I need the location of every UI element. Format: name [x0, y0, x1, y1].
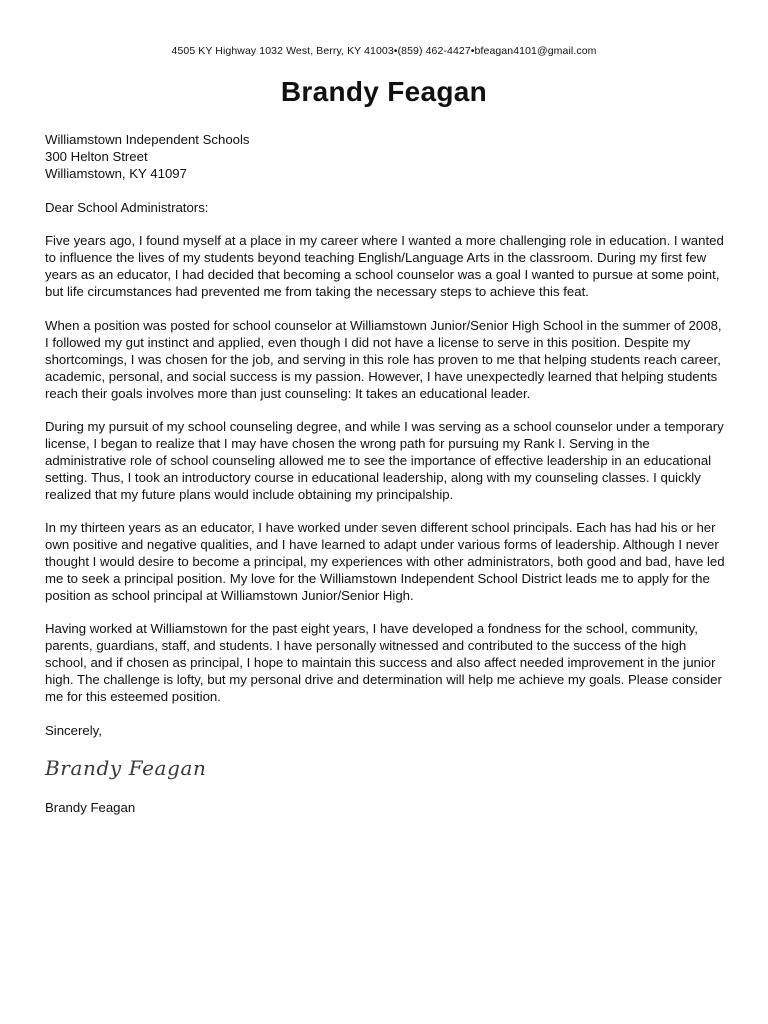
paragraph-text: In my thirteen years as an educator, I have worked under seven different school principals. Each has had his or her own positive and negative qualities, and I have learned to adapt under various forms of leadership. Although I never thought I would desire to become a principal, my experiences with other administrators, both good and bad, have led me to seek a principal position. My love for the Williamstown Independent School District leads me to apply for the position as school principal at Williamstown Junior/Senior High.	[45, 520, 725, 603]
contact-line: 4505 KY Highway 1032 West, Berry, KY 41003•(859) 462-4427•bfeagan4101@gmail.com	[171, 45, 597, 57]
paragraph-text: During my pursuit of my school counseling degree, and while I was serving as a school counselor under a temporary license, I began to realize that I may have chosen the wrong path for pursuing my Rank I. Serving in the administrative role of school counseling allowed me to see the importance of effective leadership in an educational setting. Thus, I took an introductory course in educational leadership, along with my counseling classes. I quickly realized that my future plans would include obtaining my principalship.	[45, 419, 724, 502]
paragraph-text: Five years ago, I found myself at a place in my career where I wanted a more challenging role in education. I wanted to influence the lives of my students beyond teaching English/Language Arts in the classroom. During my first few years as an educator, I had decided that becoming a school counselor was a goal I wanted to pursue at some point, but life circumstances had prevented me from taking the necessary steps to achieve this feat.	[45, 233, 724, 299]
recipient-line-1: Williamstown Independent Schools	[45, 132, 250, 147]
printed-name: Brandy Feagan	[45, 800, 136, 815]
body-paragraph-5	[45, 621, 727, 706]
recipient-line-3: Williamstown, KY 41097	[45, 165, 187, 181]
body-paragraph-3	[45, 419, 727, 504]
recipient-line-2: 300 Helton Street	[45, 148, 148, 164]
body-paragraph-1	[45, 233, 727, 301]
handwritten-signature: Brandy Feagan	[45, 756, 207, 780]
body-paragraph-4	[45, 520, 727, 605]
applicant-name-heading: Brandy Feagan	[280, 76, 488, 107]
closing: Sincerely,	[45, 723, 102, 738]
salutation: Dear School Administrators:	[45, 200, 209, 215]
paragraph-text: When a position was posted for school counselor at Williamstown Junior/Senior High School in the summer of 2008, I followed my gut instinct and applied, even though I did not have a license to serve in this position. Despite my shortcomings, I was chosen for the job, and serving in this role has proven to me that helping students reach career, academic, personal, and social success is my passion. However, I have unexpectedly learned that helping students reach their goals involves more than just counseling: It takes an educational leader.	[45, 318, 722, 401]
recipient-address	[45, 132, 727, 183]
paragraph-text: Having worked at Williamstown for the past eight years, I have developed a fondness for the school, community, parents, guardians, staff, and students. I have personally witnessed and contributed to the success of the high school, and if chosen as principal, I hope to maintain this success and also affect needed improvement in the junior high. The challenge is lofty, but my personal drive and determination will help me achieve my goals. Please consider me for this esteemed position.	[45, 621, 722, 704]
body-paragraph-2	[45, 318, 727, 403]
